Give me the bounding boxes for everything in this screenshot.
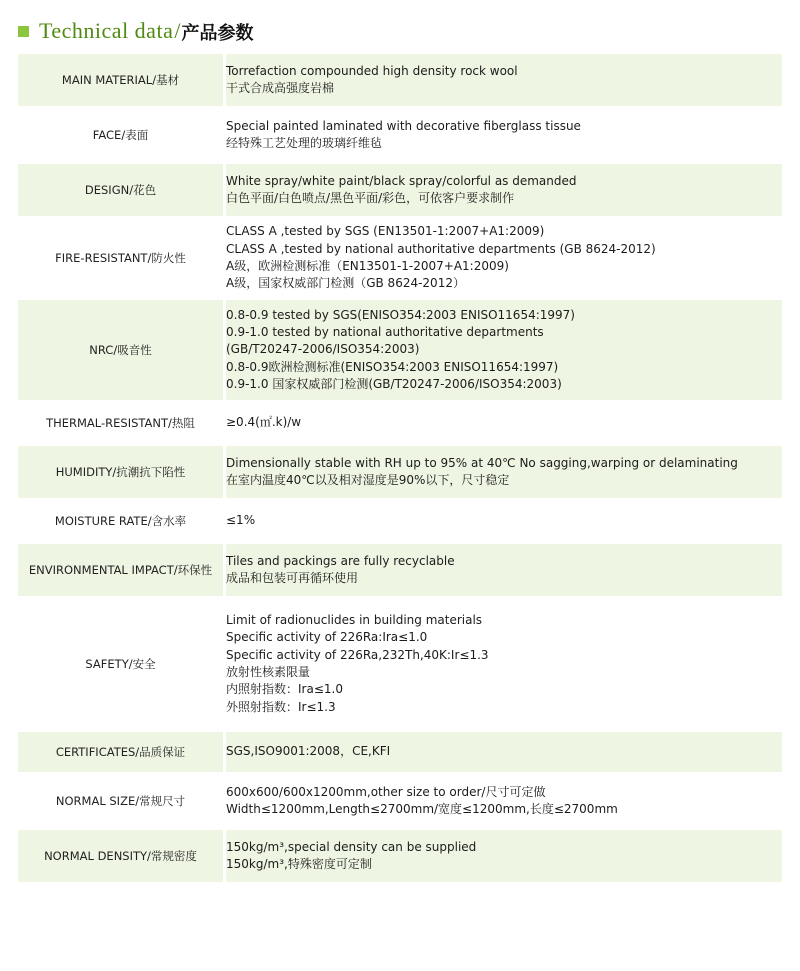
spec-value-line: Specific activity of 226Ra,232Th,40K:Ir≤1.3 [226,647,489,662]
table-row [18,500,782,543]
spec-value-line: 0.8-0.9 tested by SGS(ENISO354:2003 ENISO11654:1997) [226,307,575,322]
spec-value [225,299,783,402]
spec-value-line: Limit of radionuclides in building materials [226,612,483,627]
spec-value-line: 干式合成高强度岩棉 [226,81,335,95]
spec-value [225,500,783,543]
spec-label: ENVIRONMENTAL IMPACT/环保性 [18,543,225,598]
table-row [18,108,782,163]
spec-value [225,445,783,500]
spec-value [225,402,783,445]
spec-value-line: 150kg/m³,special density can be supplied [226,839,477,854]
spec-label: DESIGN/花色 [18,163,225,218]
spec-value-line: ≤1% [226,513,256,528]
spec-value-line: A级，欧洲检测标准（EN13501-1-2007+A1:2009) [226,259,509,273]
table-row [18,543,782,598]
spec-value-line: Torrefaction compounded high density rock wool [226,63,518,78]
spec-value [225,54,783,108]
spec-label: CERTIFICATES/品质保证 [18,731,225,774]
spec-label: NORMAL DENSITY/常规密度 [18,829,225,883]
spec-value-line: 成品和包装可再循环使用 [226,571,359,585]
spec-label: THERMAL-RESISTANT/热阻 [18,402,225,445]
page-header [0,0,800,54]
spec-value-line: 600x600/600x1200mm,other size to order/尺寸可定做 [226,784,546,799]
spec-value-line: Dimensionally stable with RH up to 95% at 40℃ No sagging,warping or delaminating [226,455,738,470]
spec-label: HUMIDITY/抗潮抗下陷性 [18,445,225,500]
spec-value-line: Specific activity of 226Ra:Ira≤1.0 [226,630,428,645]
table-row [18,774,782,829]
table-row [18,445,782,500]
bullet-square-icon [18,26,29,37]
spec-value-line: (GB/T20247-2006/ISO354:2003) [226,342,420,357]
page-title-separator: / [174,18,181,43]
spec-value-line: SGS,ISO9001:2008，CE,KFI [226,744,391,759]
spec-value-line: 经特殊工艺处理的玻璃纤维毡 [226,136,383,150]
spec-value-line: Special painted laminated with decorative fiberglass tissue [226,118,581,133]
spec-value-line: ≥0.4(㎡.k)/w [226,415,302,430]
spec-value [225,731,783,774]
spec-label: FACE/表面 [18,108,225,163]
spec-value-line: 0.9-1.0 国家权威部门检测(GB/T20247-2006/ISO354:2003) [226,377,562,392]
spec-value-line: A级，国家权威部门检测（GB 8624-2012） [226,276,465,291]
spec-value-line: Width≤1200mm,Length≤2700mm/宽度≤1200mm,长度≤2700mm [226,802,618,816]
spec-label: FIRE-RESISTANT/防火性 [18,218,225,299]
table-row [18,54,782,108]
table-row [18,299,782,402]
table-row [18,402,782,445]
page-title-en: Technical data [39,18,174,43]
spec-value [225,598,783,731]
spec-value-line: Tiles and packings are fully recyclable [226,553,455,568]
table-row [18,829,782,883]
spec-label: SAFETY/安全 [18,598,225,731]
table-row [18,731,782,774]
spec-value-line: CLASS A ,tested by national authoritative departments (GB 8624-2012) [226,241,656,256]
spec-value-line: 外照射指数：Ir≤1.3 [226,699,336,714]
spec-value-line: White spray/white paint/black spray/colorful as demanded [226,173,577,188]
spec-value-line: 内照射指数：Ira≤1.0 [226,682,343,697]
spec-value-line: 0.9-1.0 tested by national authoritative departments [226,324,544,339]
spec-value-line: 在室内温度40℃以及相对湿度是90%以下，尺寸稳定 [226,473,510,487]
spec-value-line: 0.8-0.9欧洲检测标准(ENISO354:2003 ENISO11654:1997) [226,359,559,374]
table-row [18,598,782,731]
spec-value-line: 放射性核素限量 [226,665,311,679]
spec-value-line: 白色平面/白色喷点/黑色平面/彩色，可依客户要求制作 [226,191,515,205]
spec-value [225,829,783,883]
spec-label: MOISTURE RATE/含水率 [18,500,225,543]
spec-value [225,163,783,218]
spec-value [225,774,783,829]
spec-label: NRC/吸音性 [18,299,225,402]
spec-label: MAIN MATERIAL/基材 [18,54,225,108]
spec-value [225,218,783,299]
page-title-cn: 产品参数 [181,23,254,44]
technical-data-table [18,54,782,882]
spec-value-line: 150kg/m³,特殊密度可定制 [226,857,372,871]
table-row [18,218,782,299]
spec-value-line: CLASS A ,tested by SGS (EN13501-1:2007+A1:2009) [226,224,545,239]
spec-value [225,543,783,598]
spec-label: NORMAL SIZE/常规尺寸 [18,774,225,829]
spec-value [225,108,783,163]
table-row [18,163,782,218]
